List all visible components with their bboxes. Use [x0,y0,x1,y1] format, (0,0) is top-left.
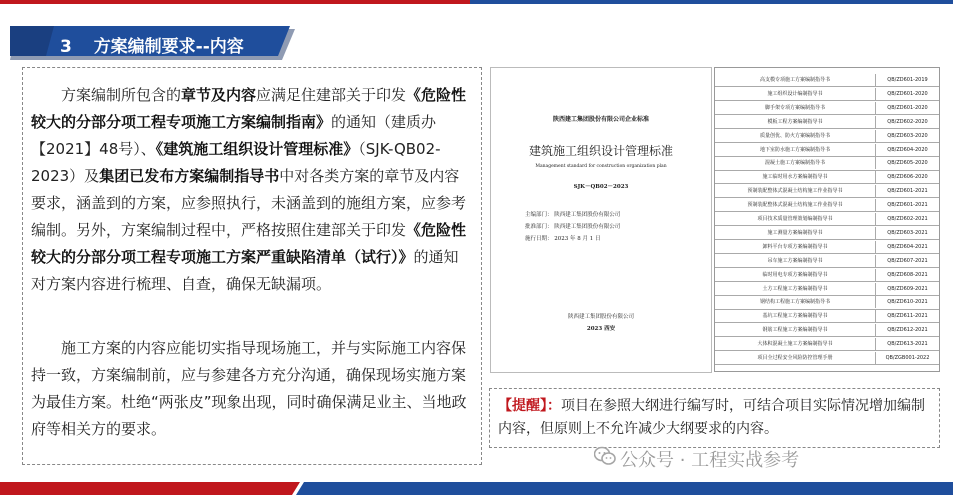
reminder-box [489,388,940,448]
content-requirements-box [22,67,482,465]
p1-bold-defect-list: 《危险性较大的分部分项工程专项施工方案严重缺陷清单（试行）》 [31,221,467,266]
guideline-list-row [715,102,939,115]
guideline-name: 吊车施工方案编制指导书 [715,255,876,267]
guideline-list-row [715,296,939,309]
guideline-code: QB/ZD603-2020 [887,132,928,139]
section-header [10,26,295,60]
p1-bold-group-guides: 集团已发布方案编制指导书 [99,167,280,185]
guideline-list-row [715,171,939,184]
guideline-code: QB/ZD605-2020 [887,160,928,167]
guideline-code: QB/ZD609-2021 [887,285,928,292]
guideline-name: 预制装配整体式混凝土结构施工作业指导书 [715,199,876,211]
guideline-list-row [715,269,939,282]
guideline-name: 脚手架专项方案编制指导书 [715,102,876,114]
paragraph-practical-guidance: 施工方案的内容应能切实指导现场施工，并与实际施工内容保持一致，方案编制前，应与参建各方充分沟通，确保现场实施方案为最佳方案。杜绝“两张皮”现象出现，同时确保满足业主、当地政府等相关方的要求。 [31,339,467,438]
reminder-body: 项目在参照大纲进行编写时，可结合项目实际情况增加编制内容，但原则上不允许减少大纲要求的内容。 [498,398,925,437]
guideline-code: QB/ZD604-2020 [887,146,928,153]
p1-bold-guideline: 《危险性较大的分部分项工程专项施工方案编制指南》 [31,86,467,131]
bottom-accent-bar [0,480,953,495]
guideline-list-row [715,310,939,323]
top-accent-bar [0,0,953,6]
guideline-code: QB/ZD607-2021 [887,257,928,264]
top-accent-red [0,0,470,4]
guideline-code: QB/ZD610-2021 [887,299,928,306]
guideline-list-row [715,255,939,268]
guideline-list-row [715,324,939,337]
guideline-name: 项目全过程安全风险防控管理手册 [715,352,876,364]
guideline-list-row [715,185,939,198]
cover-subtitle-en: Management standard for construction organization plan [535,164,667,169]
guideline-name: 卸料平台专项方案编制指导书 [715,241,876,253]
guideline-list-row [715,157,939,170]
p1-text-2: 应满足住建部关于印发 [256,86,407,104]
guideline-name: 基坑工程施工方案编制指导书 [715,310,876,322]
p1-bold-chapters: 章节及内容 [181,86,257,104]
watermark-text: 公众号 · 工程实战参考 [620,450,800,471]
p1-text-1: 方案编制所包含的 [61,86,182,104]
cover-place: 2023 西安 [586,326,616,332]
guideline-list-row [715,213,939,226]
guideline-name: 钢筋工程施工方案编制指导书 [715,324,876,336]
guideline-code: QB/ZD608-2021 [887,271,928,278]
guideline-code: QB/ZD601-2020 [887,90,928,97]
guideline-name: 临时用电专项方案编制指导书 [715,269,876,281]
cover-editor: 主编部门： 陕西建工集团股份有限公司 [525,212,621,218]
cover-publisher: 陕西建工集团股份有限公司 [567,314,634,320]
guideline-code: QB/ZGB001-2022 [885,355,930,361]
guideline-name: 施工临时用水方案编制指导书 [715,171,876,183]
guideline-name: 钢结构工程施工方案编制指导书 [715,296,876,308]
guideline-name: 预制装配整体式混凝土结构施工作业指导书 [715,185,876,197]
guideline-list-row [715,130,939,143]
guideline-name: 混凝土施工方案编制指导书 [715,157,876,169]
guideline-list-row [715,352,939,365]
section-title: 方案编制要求--内容 [93,37,244,57]
guideline-code: QB/ZD612-2021 [887,327,928,334]
wechat-icon [594,446,616,466]
top-accent-blue [470,0,953,4]
guideline-code: QB/ZD601-2021 [887,202,928,209]
guideline-name: 模板工程方案编制指导书 [715,116,876,128]
guideline-list-table [714,67,940,372]
guideline-name: 大体积混凝土施工方案编制指导书 [715,338,876,350]
p1-text-3: 的通知（建质办【2021】48号）、 [31,113,437,158]
cover-company-standard: 陕西建工集团股份有限公司企业标准 [552,116,649,123]
guideline-code: QB/ZD601-2021 [887,188,928,195]
guideline-code: QB/ZD613-2021 [887,341,928,348]
guideline-code: QB/ZD604-2021 [887,243,928,250]
guideline-code: QB/ZD601-2020 [887,104,928,111]
guideline-code: QB/ZD611-2021 [887,313,928,320]
section-header-text [60,32,244,57]
guideline-name: 施工测量方案编制指导书 [715,227,876,239]
cover-approver: 批准部门： 陕西建工集团股份有限公司 [525,224,621,230]
guideline-list-row [715,227,939,240]
p1-text-4: （SJK-QB02-2023）及 [31,140,441,185]
guideline-list-row [715,283,939,296]
guideline-code: QB/ZD603-2021 [887,229,928,236]
guideline-list-row [715,74,939,87]
guideline-name: 地下室防水施工方案编制指导书 [715,144,876,156]
guideline-name: 高支模专项施工方案编制指导书 [715,74,876,86]
guideline-name: 质量创优、防火方案编制指导书 [715,130,876,142]
paragraph-chapter-requirements [31,82,473,298]
guideline-name: 土方工程施工方案编制指导书 [715,283,876,295]
guideline-list-row [715,241,939,254]
guideline-code: QB/ZD601-2019 [887,77,928,83]
reminder-label: 【提醒】： [498,398,561,414]
guideline-list-row [715,116,939,129]
guideline-list-row [715,88,939,101]
p1-bold-standard: 《建筑施工组织设计管理标准》 [155,140,359,158]
reminder-text [498,395,932,441]
guideline-code: QB/ZD602-2021 [887,216,928,222]
guideline-code: QB/ZD602-2020 [887,118,928,125]
guideline-name: 施工组织设计编制指导书 [715,88,876,100]
guideline-code: QB/ZD606-2020 [887,174,928,181]
p1-text-5: 中对各类方案的章节及内容要求，涵盖到的方案，应参照执行，未涵盖到的施组方案，应参考编制。另外，方案编制过程中，严格按照住建部关于印发 [31,167,467,239]
cover-title: 建筑施工组织设计管理标准 [528,144,673,158]
guideline-list-row [715,199,939,212]
guideline-name: 项目技术质量管理策划编制指导书 [715,213,876,225]
standard-document-cover [490,67,712,373]
guideline-list-row [715,338,939,351]
cover-date: 施行日期： 2023 年 8 月 1 日 [525,236,601,242]
guideline-list-row [715,144,939,157]
cover-code: SJK－QB02－2023 [573,184,629,190]
section-number: 3 [60,37,72,57]
p1-text-6: 的通知对方案内容进行梳理、自查，确保无缺漏项。 [31,248,459,293]
